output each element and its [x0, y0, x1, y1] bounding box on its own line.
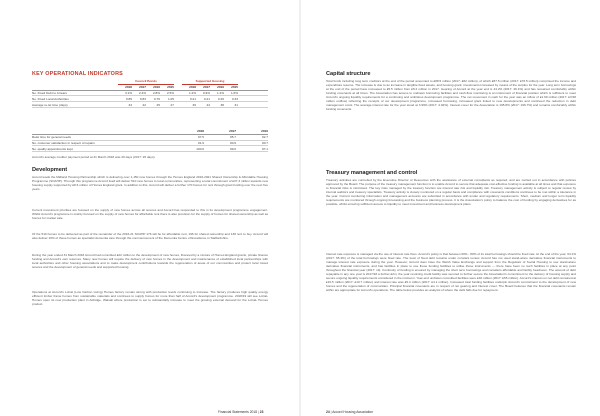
year-header: 2018: [172, 129, 204, 134]
row-label: Average re-let time (days): [32, 102, 118, 108]
row-label: No. Fixed Local Authorities: [32, 96, 118, 102]
row-label: No. Fixed Debt to Arrears: [32, 90, 118, 96]
year-header: 2017: [196, 84, 210, 90]
treasury-paragraph: Treasury activities are controlled by the Executive Director of Resources with the assistance of external consultants as required, and are carried out in accordance with policies approved by the Board. The purpose of the treasury management function is to enable Accord to secure that adequate cost-effective funding is available at all times and that exposure to financial risks is minimised. The key risks managed by the treasury function are interest rate risk and liquidity risk. Treasury management activity is subject to regular review by internal auditors and treasury specialists. Treasury activity is closely monitored on a regular basis and compliance with covenants conditions continues to be met within a tolerance in the year. Current monitoring information and management accounts are submitted in accordance with lender and regulatory requirements. Short, medium and longer term liquidity requirements are monitored through ongoing forecasting and the business planning process. It is the Association's policy to balance the cost of funding by engaging derivatives for as possible, whilst ensuring sufficient access to liquidity to meet investment and business development plans.: [326, 178, 576, 207]
table-cell: 34: [118, 102, 132, 108]
development-paragraph: Accord leads the Midland Housing Partnership which is delivering over 1,150 new homes through the Homes England 2016-2021 Shared Ownership & Affordable Housing Programme (SOAHP). Through this programme Accord itself will deliver 510 new homes to local communities, representing a total commitment of £37.3 million towards new housing supply supported by £8.6 million of Homes England grant. In addition to this, Accord will deliver a further 170 homes for rent through grant funding over the next five years.: [32, 175, 268, 192]
table-cell: 92.7: [236, 134, 268, 140]
table-cell: 0.76: [146, 96, 160, 102]
table-cell: 90.7: [236, 140, 268, 146]
footer-title: Accord Housing Association: [332, 410, 374, 414]
table-cell: 99.0: [204, 146, 236, 152]
year-header: 2018: [182, 84, 196, 90]
table-cell: 1.6%: [224, 90, 238, 96]
year-header: 2016: [236, 129, 268, 134]
table-cell: 25: [146, 102, 160, 108]
table-cell: 1.4%: [210, 90, 224, 96]
table-cell: 0.83: [132, 96, 146, 102]
table-cell: 0.33: [224, 96, 238, 102]
page-number: 24: [326, 410, 330, 414]
table-cell: 27: [160, 102, 174, 108]
table-cell: 44: [196, 102, 210, 108]
kpi-footnote: Accord's average creditor payment period at 31 March 2018 was 29 days (2017: 26 days).: [32, 155, 156, 159]
treasury-paragraph: Interest rate exposure is managed via the use of interest rate fixes. Accord's policy is that between 60% - 80% of its total borrowings should be fixed rate. At the end of the year, 64.1% (2017: 65.4%) of the total borrowings were fixed rate. The level of fixed debt remains under constant review. Accord has not used stand-alone derivative financial instruments to manage interest rate exposure during the year. However, Accord does have the Welsh Value Exchange and support from the Regulator of Social Housing to use stand-alone derivative financial instruments, and has facilities in place to use these funding facilities to utilise those instruments — there have been no such facilities in place at any point throughout the financial year (2017: nil). Continuity of funding is ensured by managing the short term borrowings and considers affordable and facility headroom. The amount of debt repayable in any one year is 2017/18 a further £2m, the year revolving credit facility was secured to further secure the Association's commitment to the delivery of housing supply and secure ongoing liquidity requirements considered in the mid-term. Year-end undrawn committed facilities were £40 million (2017: £55 million). Accord's interest on net debt remained at £10.5 million (2017: £10.7 million) and interest rate was £5.4 million (2017: £4.1 million). Increased total funding facilities underpin Accord's commitment to the development of new homes and the regeneration of communities. Principal financial covenants are in respect of net gearing and interest cover. The Board believes that the financial covenants remain within are appropriate for Accord's operations. The table below provides an analysis of where the debt falls due for repayment.: [326, 252, 576, 293]
table-cell: 91.9: [172, 140, 204, 146]
table-cell: 3.1%: [118, 90, 132, 96]
development-paragraph: Operations at Accord's LoCal (Low Carbon Living) Homes factory remain strong with production levels continuing to increase. The factory produces high quality energy efficient timber frame homes from sustainable materials and continues to supply homes for more than half of Accord's development programme. 2018/19 will see LoCaL Homes open its new production plant in Aldridge, Walsall where production is set to substantially increase to meet the growing external demand for the LoCaL Homes product.: [32, 290, 268, 307]
treasury-heading: Treasury management and control: [326, 170, 418, 176]
page-number: 23: [259, 410, 264, 414]
table-cell: 1.05: [160, 96, 174, 102]
table-cell: 1.2%: [182, 90, 196, 96]
table-cell: 90.9: [204, 140, 236, 146]
kpi-heading: KEY OPERATIONAL INDICATORS: [32, 71, 123, 77]
table-cell: 0.26: [210, 96, 224, 102]
row-label: No. customer satisfaction in respect of repairs: [32, 140, 172, 146]
group-header-supported-housing: Supported Housing: [182, 79, 238, 84]
development-paragraph: Current investment priorities are focused on the supply of new homes across all tenures and Accord has responded to this in its development programme engagement. Whilst Accord's programme is mainly focused on the supply of new homes for affordable rent there is also provision for the supply of homes for shared ownership as well as homes for market sale.: [32, 208, 268, 221]
year-header: 2018: [118, 84, 132, 90]
capital-structure-heading: Capital structure: [326, 71, 371, 77]
row-label: Relet time for general needs: [32, 134, 172, 140]
row-label: No. quality appointments kept: [32, 146, 172, 152]
left-footer: Financial Statements 2018 | 23: [218, 410, 264, 414]
table-row: [32, 146, 268, 152]
development-paragraph: During the year ended 31 March 2018 Accord had committed £22 million to the development of new homes, financed by a mixture of Homes England grants, private finance funding and Accord's own reserves. Many new homes will require the delivery of new homes in the development and maintenance of established local partnerships with local authorities and other housing associations and to make development contributions towards the regeneration of areas of our communities and protect local mixed tenures and the development of general needs and supported housing.: [32, 253, 268, 270]
table-cell: 95.7: [204, 134, 236, 140]
year-header: 2017: [204, 129, 236, 134]
right-footer: 24 | Accord Housing Association: [326, 410, 374, 414]
table-cell: 39: [182, 102, 196, 108]
year-header: 2016: [210, 84, 224, 90]
capital-paragraph: Total funds including long term creditors at the end of the period amounted to £88.5 million (2017: £82 million), of which £87.5 million (2017: £76.5 million) comprised the income and expenditure reserve. The increase is due to an increase in tangible fixed assets, and housing grant; investments increased by means of the surplus for the year. Long term borrowings at the end of the period have increased to £5.5 million from £5.2 million in 2017. Gearing of Accord at the year end is 44.2% (2017: 46.1%) and has remained comfortably within funding covenants at all times. The Association has access to undrawn borrowing facilities and cash-flow monitoring is an instrument of financial position which is sufficient to meet Accord's ongoing liquidity requirements for a continuing and ambitious development programme. The net movement in cash for the year was an inflow of £1.69 million (2017: £3.58 million outflow) reflecting the receipts of our development programme, increased borrowing, increased grant linked to new developments and continued the reduction in debt management costs. The average interest rate for the year stood at 3.99% (2017: 4.02%). Interest cover for the Association is 195.8% (2017: 196.7%) and remains comfortably within funding covenants.: [326, 79, 576, 112]
group-header-council-bonds: Council Bonds: [118, 79, 174, 84]
table-cell: 38: [210, 102, 224, 108]
year-header: 2016: [146, 84, 160, 90]
table-cell: 0.89: [118, 96, 132, 102]
table-cell: 0.9%: [196, 90, 210, 96]
right-page: [300, 0, 600, 416]
table-cell: 97.1: [236, 146, 268, 152]
year-header: 2015: [160, 84, 174, 90]
table-cell: 2.4%: [132, 90, 146, 96]
development-heading: Development: [32, 167, 68, 173]
table-cell: 2.5%: [160, 90, 174, 96]
year-header: 2017: [132, 84, 146, 90]
table-cell: 2.8%: [146, 90, 160, 96]
footer-title: Financial Statements 2018: [218, 410, 258, 414]
table-row: [32, 102, 268, 108]
table-cell: 97.5: [172, 134, 204, 140]
development-paragraph: Of the 510 homes to be delivered as part of the remainder of the 2016-21 SOAHP 176 will be for affordable rent, 196 for shared ownership and 138 rent to buy. Accord will also deliver 10% of these homes as specialist dementia care through the commencement of the Dementia Centre of Excellence in Staffordshire.: [32, 232, 268, 241]
table-cell: 0.21: [196, 96, 210, 102]
kpi-table-service: [32, 129, 268, 152]
kpi-table-bonds: [32, 79, 268, 108]
table-cell: 31: [224, 102, 238, 108]
table-cell: 100.0: [172, 146, 204, 152]
table-cell: 0.21: [182, 96, 196, 102]
year-header: 2015: [224, 84, 238, 90]
table-cell: 22: [132, 102, 146, 108]
